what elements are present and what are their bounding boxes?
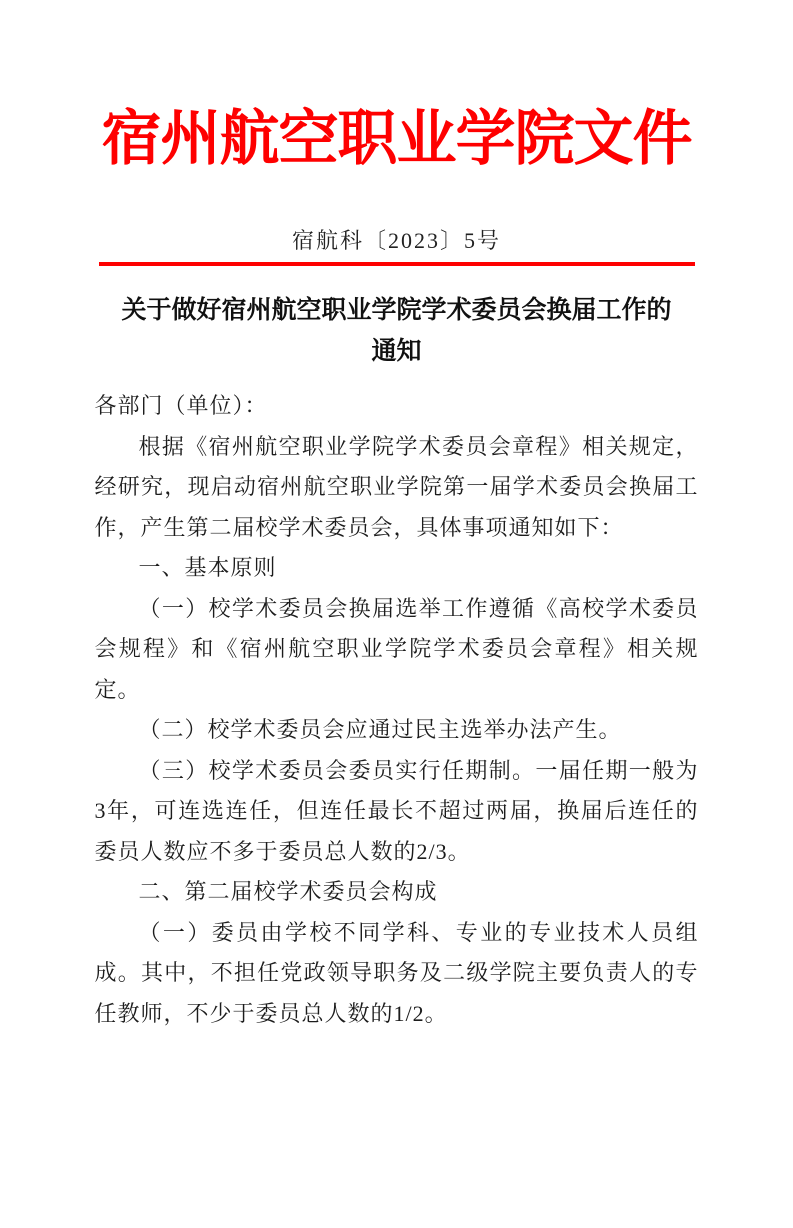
body-paragraph: （二）校学术委员会应通过民主选举办法产生。 [138, 717, 622, 742]
document-title: 关于做好宿州航空职业学院学术委员会换届工作的通知 [121, 297, 672, 365]
body-paragraph: （三）校学术委员会委员实行任期制。一届任期一般为3年，可连选连任，但连任最长不超过两届，换届后连任的委员人数应不多于委员总人数的2/3。 [94, 757, 699, 864]
masthead-title: 宿州航空职业学院文件 [101, 106, 692, 172]
body-paragraph: 二、第二届校学术委员会构成 [138, 879, 438, 904]
doc-number: 宿航科〔2023〕5号 [291, 228, 501, 253]
body-paragraph: （一）校学术委员会换届选举工作遵循《高校学术委员会规程》和《宿州航空职业学院学术委员会章程》相关规定。 [94, 595, 699, 702]
document-page [0, 106, 793, 1228]
salutation: 各部门（单位）： [94, 393, 268, 418]
body-paragraph: （一）委员由学校不同学科、专业的专业技术人员组成。其中，不担任党政领导职务及二级学院主要负责人的专任教师，不少于委员总人数的1/2。 [94, 919, 699, 1026]
document-body [95, 386, 699, 1034]
red-separator-line [99, 262, 695, 266]
body-paragraph: 一、基本原则 [138, 555, 277, 580]
paragraph-list [95, 427, 699, 1035]
body-paragraph: 根据《宿州航空职业学院学术委员会章程》相关规定，经研究，现启动宿州航空职业学院第一届学术委员会换届工作，产生第二届校学术委员会，具体事项通知如下： [94, 433, 699, 540]
